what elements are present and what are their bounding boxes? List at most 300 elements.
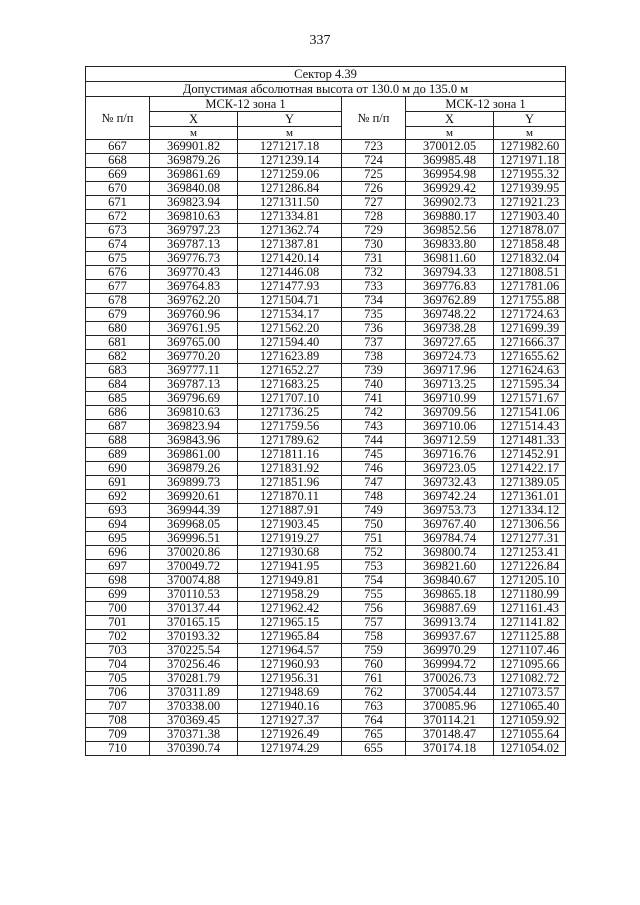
coord-y-left: 1271446.08 <box>238 266 342 280</box>
col-y-header-right: Y <box>494 112 566 127</box>
coord-y-left: 1271504.71 <box>238 294 342 308</box>
point-num-left: 672 <box>86 210 150 224</box>
coord-y-right: 1271095.66 <box>494 658 566 672</box>
table-row <box>86 728 566 742</box>
table-row <box>86 686 566 700</box>
point-num-right: 761 <box>342 672 406 686</box>
coord-x-left: 369810.63 <box>150 406 238 420</box>
coord-y-left: 1271870.11 <box>238 490 342 504</box>
coord-x-right: 369887.69 <box>406 602 494 616</box>
table-row <box>86 182 566 196</box>
point-num-left: 679 <box>86 308 150 322</box>
col-y-header-left: Y <box>238 112 342 127</box>
col-x-header-left: X <box>150 112 238 127</box>
point-num-right: 729 <box>342 224 406 238</box>
coord-y-left: 1271962.42 <box>238 602 342 616</box>
coord-y-right: 1271107.46 <box>494 644 566 658</box>
coord-x-right: 369724.73 <box>406 350 494 364</box>
coord-x-right: 369865.18 <box>406 588 494 602</box>
coord-y-right: 1271666.37 <box>494 336 566 350</box>
coord-y-left: 1271926.49 <box>238 728 342 742</box>
coord-y-right: 1271878.07 <box>494 224 566 238</box>
point-num-right: 752 <box>342 546 406 560</box>
point-num-left: 673 <box>86 224 150 238</box>
coord-y-right: 1271073.57 <box>494 686 566 700</box>
table-row <box>86 364 566 378</box>
coord-y-left: 1271736.25 <box>238 406 342 420</box>
coord-y-right: 1271161.43 <box>494 602 566 616</box>
coord-x-right: 369937.67 <box>406 630 494 644</box>
point-num-right: 738 <box>342 350 406 364</box>
point-num-right: 757 <box>342 616 406 630</box>
coord-x-right: 369710.06 <box>406 420 494 434</box>
coord-y-right: 1271141.82 <box>494 616 566 630</box>
table-row <box>86 476 566 490</box>
coord-x-right: 369753.73 <box>406 504 494 518</box>
point-num-left: 696 <box>86 546 150 560</box>
unit-x-right: м <box>406 127 494 140</box>
coord-y-right: 1271724.63 <box>494 308 566 322</box>
coord-x-right: 369710.99 <box>406 392 494 406</box>
coord-y-left: 1271286.84 <box>238 182 342 196</box>
coord-x-left: 369765.00 <box>150 336 238 350</box>
coord-x-right: 370085.96 <box>406 700 494 714</box>
coord-y-right: 1271541.06 <box>494 406 566 420</box>
coord-x-right: 369833.80 <box>406 238 494 252</box>
coord-x-left: 369776.73 <box>150 252 238 266</box>
coord-x-right: 369712.59 <box>406 434 494 448</box>
point-num-right: 740 <box>342 378 406 392</box>
point-num-left: 687 <box>86 420 150 434</box>
coord-x-left: 369770.43 <box>150 266 238 280</box>
coord-y-left: 1271919.27 <box>238 532 342 546</box>
table-row <box>86 714 566 728</box>
coord-y-right: 1271306.56 <box>494 518 566 532</box>
coord-y-right: 1271955.32 <box>494 168 566 182</box>
point-num-left: 705 <box>86 672 150 686</box>
point-num-right: 744 <box>342 434 406 448</box>
coord-x-right: 369794.33 <box>406 266 494 280</box>
point-num-left: 697 <box>86 560 150 574</box>
table-row <box>86 588 566 602</box>
point-num-left: 695 <box>86 532 150 546</box>
point-num-right: 726 <box>342 182 406 196</box>
coord-y-right: 1271832.04 <box>494 252 566 266</box>
unit-x-left: м <box>150 127 238 140</box>
coord-x-left: 369840.08 <box>150 182 238 196</box>
coord-y-left: 1271623.89 <box>238 350 342 364</box>
coord-x-left: 370049.72 <box>150 560 238 574</box>
coord-x-right: 369821.60 <box>406 560 494 574</box>
table-row <box>86 434 566 448</box>
coord-x-right: 370174.18 <box>406 742 494 756</box>
coord-y-left: 1271534.17 <box>238 308 342 322</box>
point-num-right: 737 <box>342 336 406 350</box>
coord-x-right: 369767.40 <box>406 518 494 532</box>
table-row <box>86 490 566 504</box>
table-row <box>86 700 566 714</box>
coord-x-right: 369913.74 <box>406 616 494 630</box>
point-num-left: 710 <box>86 742 150 756</box>
table-row <box>86 406 566 420</box>
coord-x-left: 370193.32 <box>150 630 238 644</box>
coord-x-left: 369762.20 <box>150 294 238 308</box>
point-num-left: 683 <box>86 364 150 378</box>
coord-x-right: 369811.60 <box>406 252 494 266</box>
point-num-left: 689 <box>86 448 150 462</box>
point-num-right: 756 <box>342 602 406 616</box>
table-row <box>86 448 566 462</box>
point-num-right: 743 <box>342 420 406 434</box>
coord-y-left: 1271831.92 <box>238 462 342 476</box>
point-num-right: 725 <box>342 168 406 182</box>
point-num-right: 760 <box>342 658 406 672</box>
table-row <box>86 280 566 294</box>
coord-x-left: 369823.94 <box>150 196 238 210</box>
table-row <box>86 574 566 588</box>
point-num-right: 741 <box>342 392 406 406</box>
coord-y-left: 1271956.31 <box>238 672 342 686</box>
coord-y-right: 1271858.48 <box>494 238 566 252</box>
coord-x-left: 369879.26 <box>150 462 238 476</box>
point-num-left: 684 <box>86 378 150 392</box>
coord-x-left: 370137.44 <box>150 602 238 616</box>
coord-y-left: 1271420.14 <box>238 252 342 266</box>
point-num-right: 754 <box>342 574 406 588</box>
crs-header-right: МСК-12 зона 1 <box>406 97 566 112</box>
point-num-left: 670 <box>86 182 150 196</box>
coord-x-right: 369716.76 <box>406 448 494 462</box>
coord-y-left: 1271387.81 <box>238 238 342 252</box>
point-num-right: 746 <box>342 462 406 476</box>
point-num-right: 728 <box>342 210 406 224</box>
coord-y-left: 1271887.91 <box>238 504 342 518</box>
coord-x-left: 370371.38 <box>150 728 238 742</box>
coord-y-left: 1271941.95 <box>238 560 342 574</box>
table-row <box>86 266 566 280</box>
coord-y-left: 1271362.74 <box>238 224 342 238</box>
point-num-right: 734 <box>342 294 406 308</box>
point-num-right: 751 <box>342 532 406 546</box>
coord-y-left: 1271903.45 <box>238 518 342 532</box>
coord-x-right: 369713.25 <box>406 378 494 392</box>
point-num-right: 736 <box>342 322 406 336</box>
coord-y-right: 1271361.01 <box>494 490 566 504</box>
point-num-right: 655 <box>342 742 406 756</box>
table-row <box>86 238 566 252</box>
coord-x-left: 370311.89 <box>150 686 238 700</box>
point-num-left: 699 <box>86 588 150 602</box>
table-row <box>86 350 566 364</box>
point-num-left: 669 <box>86 168 150 182</box>
point-num-right: 764 <box>342 714 406 728</box>
coord-x-left: 370165.15 <box>150 616 238 630</box>
coord-y-left: 1271960.93 <box>238 658 342 672</box>
coord-y-right: 1271971.18 <box>494 154 566 168</box>
point-num-right: 739 <box>342 364 406 378</box>
coord-y-left: 1271958.29 <box>238 588 342 602</box>
coord-x-left: 370020.86 <box>150 546 238 560</box>
table-row <box>86 644 566 658</box>
coord-y-left: 1271707.10 <box>238 392 342 406</box>
point-num-left: 692 <box>86 490 150 504</box>
coord-x-left: 370256.46 <box>150 658 238 672</box>
table-row <box>86 532 566 546</box>
coord-y-right: 1271452.91 <box>494 448 566 462</box>
coord-y-right: 1271054.02 <box>494 742 566 756</box>
point-num-left: 674 <box>86 238 150 252</box>
point-num-left: 691 <box>86 476 150 490</box>
coord-y-right: 1271205.10 <box>494 574 566 588</box>
point-num-right: 735 <box>342 308 406 322</box>
coord-y-right: 1271624.63 <box>494 364 566 378</box>
coord-x-left: 369944.39 <box>150 504 238 518</box>
table-row <box>86 602 566 616</box>
coordinates-table <box>85 66 566 756</box>
point-num-left: 708 <box>86 714 150 728</box>
coord-x-left: 369843.96 <box>150 434 238 448</box>
coord-y-right: 1271082.72 <box>494 672 566 686</box>
coord-x-right: 369738.28 <box>406 322 494 336</box>
coord-y-right: 1271514.43 <box>494 420 566 434</box>
point-num-right: 730 <box>342 238 406 252</box>
coord-x-left: 369879.26 <box>150 154 238 168</box>
coord-y-right: 1271571.67 <box>494 392 566 406</box>
coord-x-right: 369732.43 <box>406 476 494 490</box>
point-num-right: 723 <box>342 140 406 154</box>
table-row <box>86 518 566 532</box>
point-num-left: 700 <box>86 602 150 616</box>
coord-y-left: 1271311.50 <box>238 196 342 210</box>
coord-y-right: 1271903.40 <box>494 210 566 224</box>
coord-x-right: 369776.83 <box>406 280 494 294</box>
coord-x-left: 369787.13 <box>150 238 238 252</box>
crs-header-left: МСК-12 зона 1 <box>150 97 342 112</box>
col-x-header-right: X <box>406 112 494 127</box>
point-num-right: 742 <box>342 406 406 420</box>
point-num-right: 749 <box>342 504 406 518</box>
point-num-left: 693 <box>86 504 150 518</box>
point-num-left: 680 <box>86 322 150 336</box>
coord-y-left: 1271930.68 <box>238 546 342 560</box>
table-row <box>86 560 566 574</box>
coord-y-left: 1271965.15 <box>238 616 342 630</box>
coord-x-right: 369784.74 <box>406 532 494 546</box>
coord-y-left: 1271652.27 <box>238 364 342 378</box>
point-num-left: 685 <box>86 392 150 406</box>
coord-y-left: 1271948.69 <box>238 686 342 700</box>
coord-x-left: 369968.05 <box>150 518 238 532</box>
table-row <box>86 420 566 434</box>
point-num-left: 709 <box>86 728 150 742</box>
table-row <box>86 336 566 350</box>
coord-y-right: 1271808.51 <box>494 266 566 280</box>
coord-y-left: 1271217.18 <box>238 140 342 154</box>
coord-x-right: 369717.96 <box>406 364 494 378</box>
point-num-right: 755 <box>342 588 406 602</box>
coord-y-left: 1271927.37 <box>238 714 342 728</box>
coord-x-left: 369777.11 <box>150 364 238 378</box>
coord-x-right: 369727.65 <box>406 336 494 350</box>
coord-x-left: 369761.95 <box>150 322 238 336</box>
coord-x-right: 369748.22 <box>406 308 494 322</box>
coord-y-right: 1271180.99 <box>494 588 566 602</box>
table-row <box>86 224 566 238</box>
coord-x-left: 370110.53 <box>150 588 238 602</box>
point-num-left: 682 <box>86 350 150 364</box>
coord-y-left: 1271851.96 <box>238 476 342 490</box>
page-number: 337 <box>309 33 331 48</box>
point-num-right: 748 <box>342 490 406 504</box>
coord-y-right: 1271125.88 <box>494 630 566 644</box>
point-num-left: 704 <box>86 658 150 672</box>
point-num-right: 750 <box>342 518 406 532</box>
point-num-left: 668 <box>86 154 150 168</box>
coord-y-right: 1271065.40 <box>494 700 566 714</box>
coord-y-left: 1271974.29 <box>238 742 342 756</box>
coord-y-right: 1271253.41 <box>494 546 566 560</box>
sector-title: Сектор 4.39 <box>86 67 566 82</box>
table-row <box>86 252 566 266</box>
coord-x-left: 369796.69 <box>150 392 238 406</box>
coord-y-left: 1271594.40 <box>238 336 342 350</box>
point-num-left: 706 <box>86 686 150 700</box>
point-num-left: 707 <box>86 700 150 714</box>
coord-x-right: 369880.17 <box>406 210 494 224</box>
coord-y-right: 1271422.17 <box>494 462 566 476</box>
coord-x-left: 370281.79 <box>150 672 238 686</box>
coord-x-right: 369994.72 <box>406 658 494 672</box>
coord-y-left: 1271259.06 <box>238 168 342 182</box>
point-num-right: 758 <box>342 630 406 644</box>
coord-x-right: 369723.05 <box>406 462 494 476</box>
coord-y-left: 1271964.57 <box>238 644 342 658</box>
table-row <box>86 294 566 308</box>
coord-x-left: 370225.54 <box>150 644 238 658</box>
coord-x-right: 369902.73 <box>406 196 494 210</box>
coord-x-right: 369762.89 <box>406 294 494 308</box>
col-num-header-right: № п/п <box>342 97 406 140</box>
coord-x-left: 369760.96 <box>150 308 238 322</box>
point-num-right: 727 <box>342 196 406 210</box>
coord-x-right: 370148.47 <box>406 728 494 742</box>
coord-y-right: 1271982.60 <box>494 140 566 154</box>
point-num-left: 678 <box>86 294 150 308</box>
coord-x-left: 369810.63 <box>150 210 238 224</box>
coord-x-left: 369901.82 <box>150 140 238 154</box>
point-num-left: 703 <box>86 644 150 658</box>
coord-x-left: 369770.20 <box>150 350 238 364</box>
coord-x-right: 369985.48 <box>406 154 494 168</box>
coord-x-left: 369787.13 <box>150 378 238 392</box>
coord-y-left: 1271477.93 <box>238 280 342 294</box>
coord-x-left: 369899.73 <box>150 476 238 490</box>
table-row <box>86 168 566 182</box>
point-num-left: 702 <box>86 630 150 644</box>
coord-x-right: 370012.05 <box>406 140 494 154</box>
coord-x-left: 369797.23 <box>150 224 238 238</box>
point-num-left: 690 <box>86 462 150 476</box>
coord-y-left: 1271965.84 <box>238 630 342 644</box>
coord-x-left: 370369.45 <box>150 714 238 728</box>
table-row <box>86 322 566 336</box>
coord-y-right: 1271389.05 <box>494 476 566 490</box>
coord-x-left: 369823.94 <box>150 420 238 434</box>
coord-x-left: 370338.00 <box>150 700 238 714</box>
coord-x-left: 369996.51 <box>150 532 238 546</box>
table-row <box>86 196 566 210</box>
coord-x-right: 369852.56 <box>406 224 494 238</box>
coord-x-left: 369861.69 <box>150 168 238 182</box>
point-num-right: 745 <box>342 448 406 462</box>
point-num-right: 724 <box>342 154 406 168</box>
coord-y-left: 1271239.14 <box>238 154 342 168</box>
coord-x-left: 370390.74 <box>150 742 238 756</box>
table-row <box>86 616 566 630</box>
coord-y-right: 1271481.33 <box>494 434 566 448</box>
table-row <box>86 378 566 392</box>
point-num-left: 688 <box>86 434 150 448</box>
coord-y-left: 1271811.16 <box>238 448 342 462</box>
point-num-right: 733 <box>342 280 406 294</box>
coord-x-right: 369929.42 <box>406 182 494 196</box>
coord-y-left: 1271949.81 <box>238 574 342 588</box>
coord-x-left: 369764.83 <box>150 280 238 294</box>
coord-y-right: 1271226.84 <box>494 560 566 574</box>
coord-y-left: 1271940.16 <box>238 700 342 714</box>
table-row <box>86 140 566 154</box>
coord-x-right: 369970.29 <box>406 644 494 658</box>
coord-x-right: 369742.24 <box>406 490 494 504</box>
coord-y-right: 1271334.12 <box>494 504 566 518</box>
point-num-right: 759 <box>342 644 406 658</box>
coord-y-right: 1271755.88 <box>494 294 566 308</box>
table-row <box>86 546 566 560</box>
coord-x-right: 369954.98 <box>406 168 494 182</box>
point-num-right: 762 <box>342 686 406 700</box>
coord-y-right: 1271699.39 <box>494 322 566 336</box>
coord-y-left: 1271759.56 <box>238 420 342 434</box>
point-num-right: 732 <box>342 266 406 280</box>
point-num-right: 765 <box>342 728 406 742</box>
point-num-right: 763 <box>342 700 406 714</box>
table-row <box>86 504 566 518</box>
point-num-right: 731 <box>342 252 406 266</box>
coord-y-right: 1271939.95 <box>494 182 566 196</box>
coord-x-right: 370026.73 <box>406 672 494 686</box>
table-row <box>86 742 566 756</box>
table-row <box>86 392 566 406</box>
coord-y-right: 1271921.23 <box>494 196 566 210</box>
coord-x-right: 369800.74 <box>406 546 494 560</box>
coord-x-left: 370074.88 <box>150 574 238 588</box>
allowed-height: Допустимая абсолютная высота от 130.0 м до 135.0 м <box>86 82 566 97</box>
unit-y-right: м <box>494 127 566 140</box>
table-row <box>86 308 566 322</box>
coord-y-left: 1271334.81 <box>238 210 342 224</box>
point-num-left: 681 <box>86 336 150 350</box>
coord-y-left: 1271789.62 <box>238 434 342 448</box>
point-num-left: 686 <box>86 406 150 420</box>
point-num-left: 701 <box>86 616 150 630</box>
coord-x-right: 369840.67 <box>406 574 494 588</box>
coord-x-right: 370114.21 <box>406 714 494 728</box>
point-num-left: 676 <box>86 266 150 280</box>
coord-y-right: 1271655.62 <box>494 350 566 364</box>
table-row <box>86 672 566 686</box>
point-num-left: 675 <box>86 252 150 266</box>
coord-y-right: 1271595.34 <box>494 378 566 392</box>
